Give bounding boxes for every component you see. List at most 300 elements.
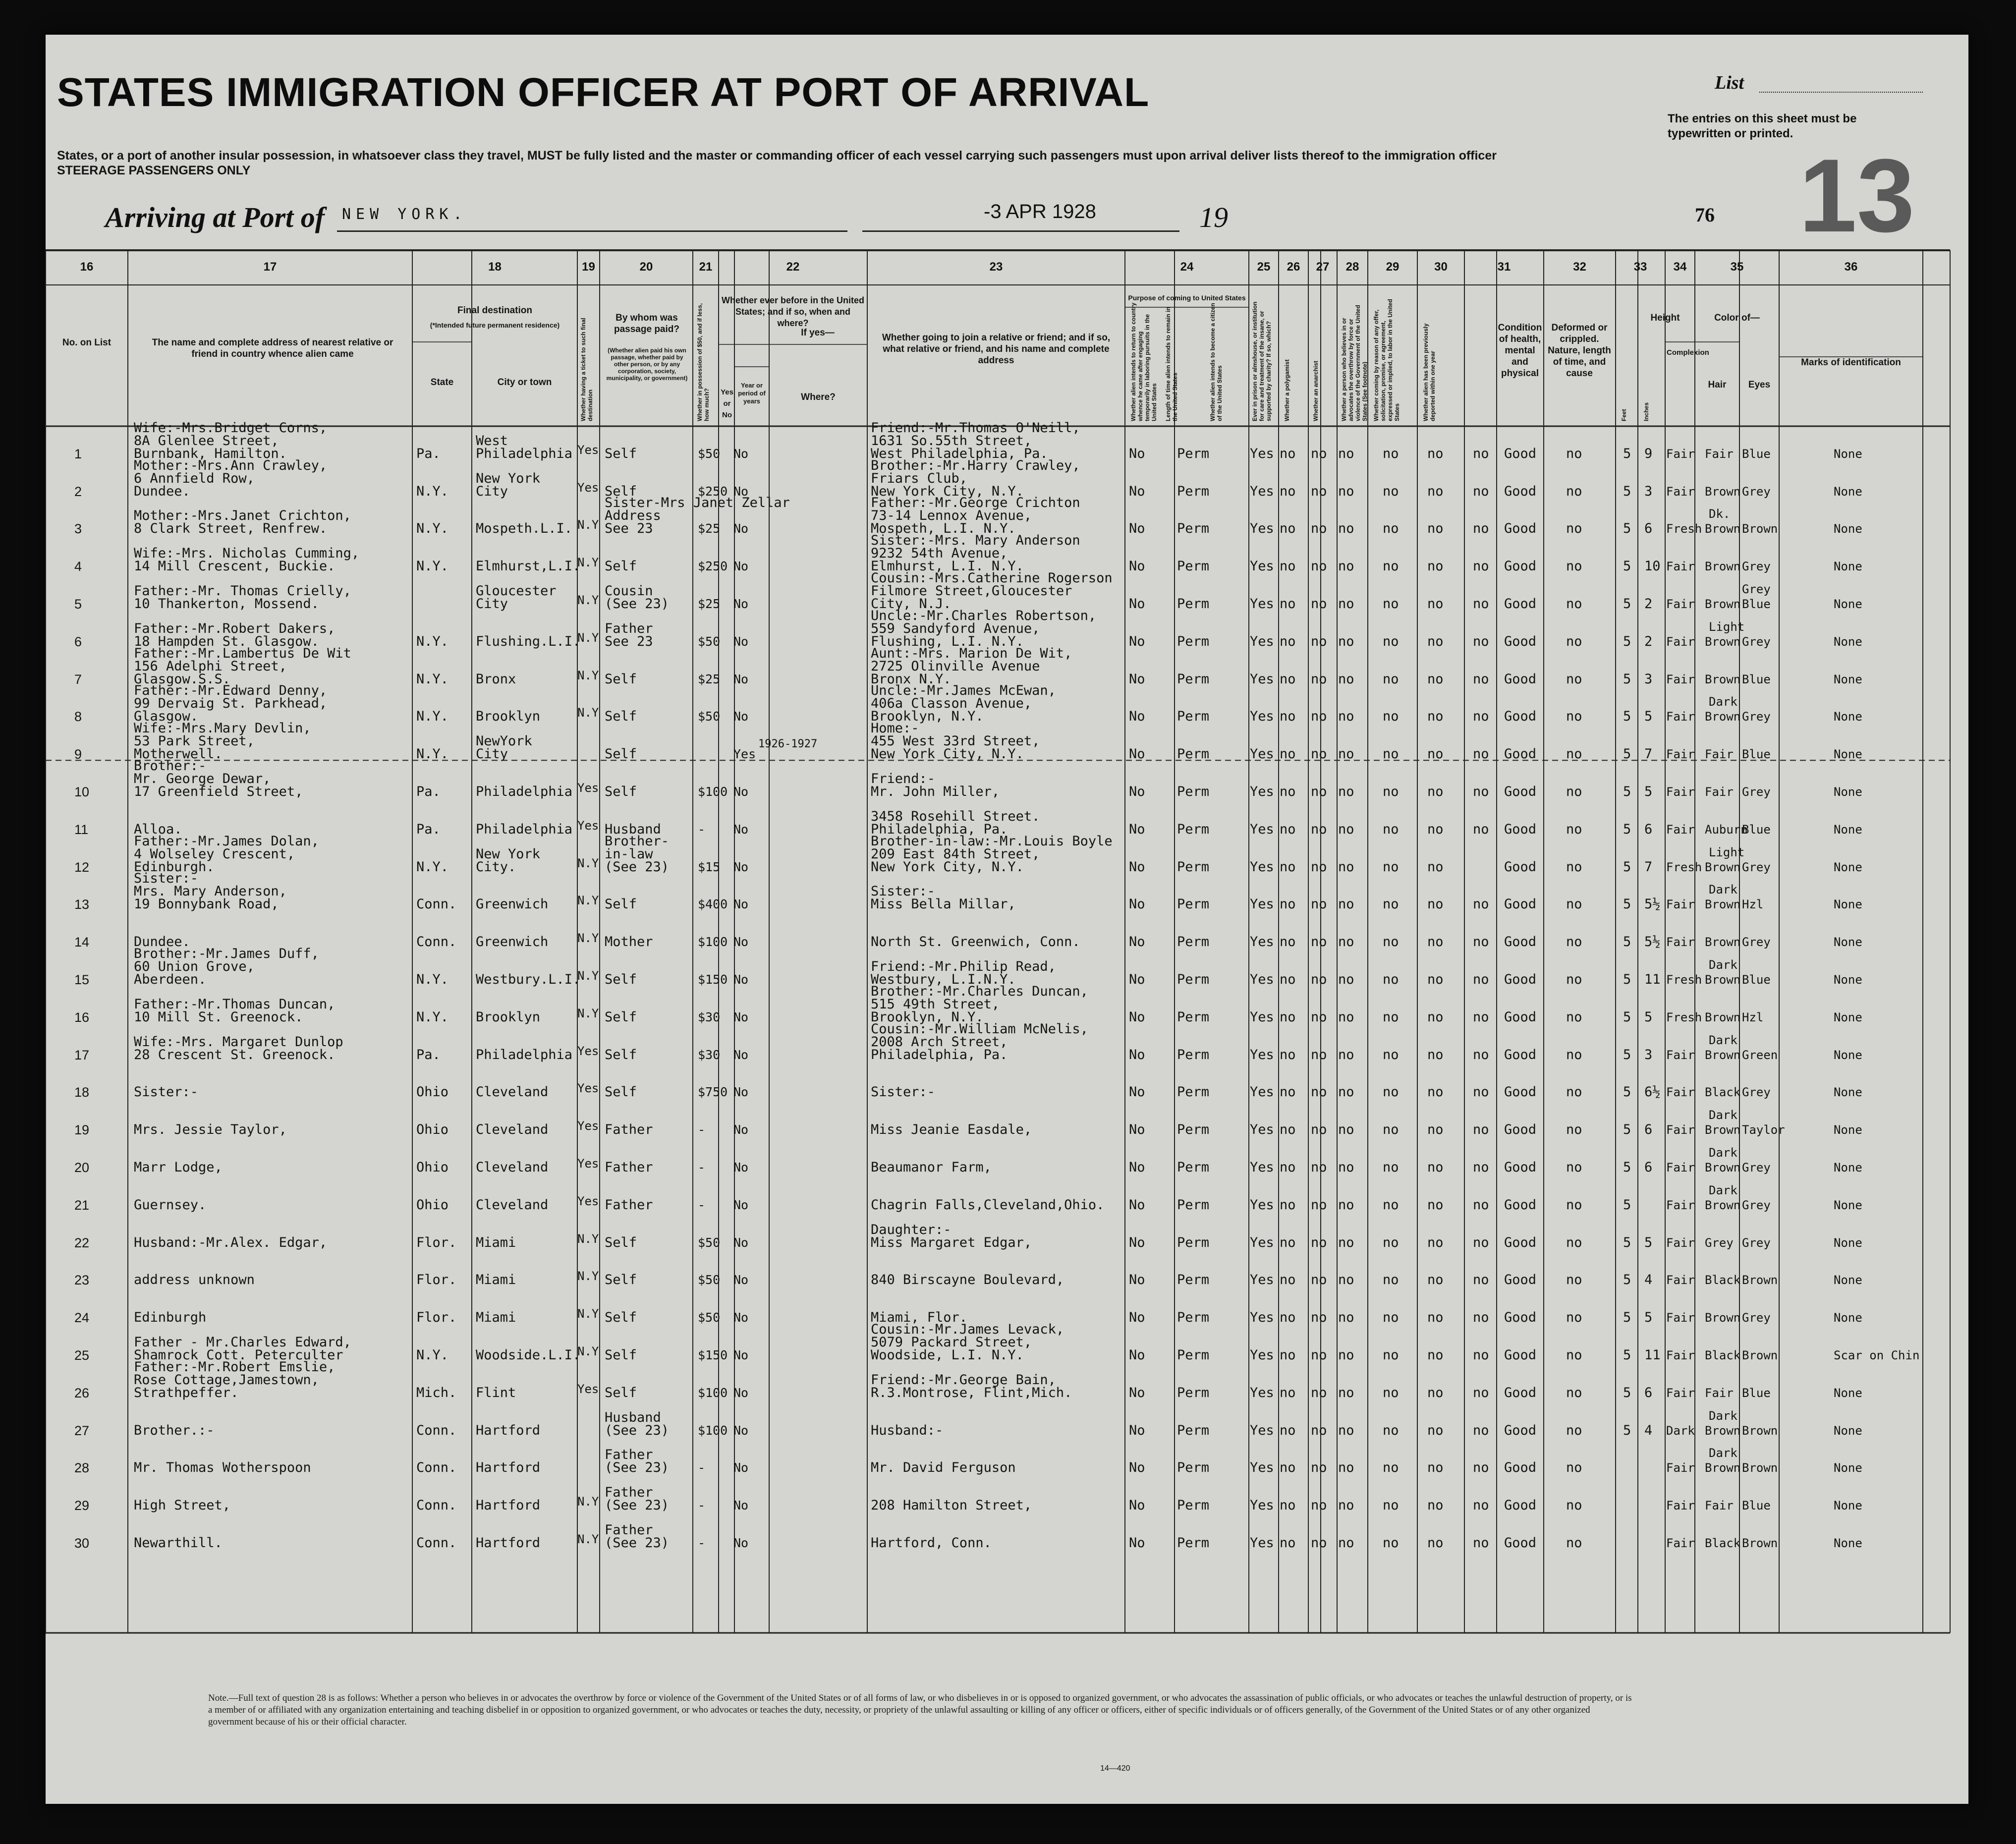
header-eyes: Eyes	[1748, 380, 1771, 390]
height-feet: 5	[1623, 1009, 1631, 1025]
passage-paid-by: See 23	[605, 521, 653, 537]
q27-value: no	[1338, 1122, 1354, 1138]
q29-value: no	[1427, 559, 1444, 574]
q27-value: no	[1338, 671, 1354, 687]
deformed-value: no	[1566, 1047, 1582, 1062]
identification-marks: None	[1834, 1311, 1862, 1325]
join-relative-line: Westbury, L.I.N.Y.	[871, 972, 1016, 987]
identification-marks: None	[1834, 860, 1862, 874]
dest-state: Conn.	[416, 1422, 457, 1438]
q29-value: no	[1427, 821, 1444, 837]
deformed-value: no	[1566, 1234, 1582, 1250]
identification-marks: None	[1834, 484, 1862, 499]
join-relative-line: 515 49th Street,	[871, 996, 1000, 1012]
hair-color: Brown	[1705, 1048, 1741, 1062]
passage-paid-by: Self	[605, 1047, 637, 1062]
q26-value: no	[1311, 633, 1327, 649]
row-number: 23	[74, 1273, 90, 1288]
q25-value: no	[1280, 972, 1296, 987]
hair-color: Brown	[1705, 484, 1741, 499]
before-us-value: No	[733, 521, 749, 536]
height-inches: 6½	[1644, 1084, 1661, 1100]
join-relative-line: Brooklyn, N.Y.	[871, 709, 984, 725]
complexion-value: Fresh	[1666, 1010, 1702, 1024]
passage-paid-by: Self	[605, 1084, 637, 1100]
q27-value: no	[1338, 483, 1354, 499]
dest-state: Flor.	[416, 1310, 457, 1326]
dest-city: Hartford	[476, 1460, 541, 1476]
column-number-19: 19	[582, 260, 595, 274]
q30-value: no	[1473, 446, 1489, 461]
hair-color: Black	[1705, 1273, 1741, 1287]
hair-color: Fair	[1705, 1386, 1734, 1400]
q30-value: no	[1473, 596, 1489, 612]
complexion-value: Fresh	[1666, 860, 1702, 874]
dest-city: New York	[476, 846, 541, 862]
complexion-value: Fair	[1666, 1235, 1695, 1250]
ticket-value: Yes	[577, 781, 599, 795]
relative-address-line: 8A Glenlee Street,	[134, 433, 279, 448]
join-relative-line: Philadelphia, Pa.	[871, 821, 1008, 837]
before-us-value: No	[733, 1348, 749, 1362]
complexion-value: Fair	[1666, 1123, 1695, 1137]
relative-address-line: Wife:-Mrs. Nicholas Cumming,	[134, 546, 360, 561]
purpose-return: No	[1129, 1310, 1145, 1326]
relative-address-line: 10 Thankerton, Mossend.	[134, 596, 319, 612]
money-value: -	[698, 1160, 706, 1174]
relative-address-line: 10 Mill St. Greenock.	[134, 1009, 303, 1025]
join-relative-line: Miami, Flor.	[871, 1310, 968, 1326]
join-relative-line: Cousin:-Mr.James Levack,	[871, 1322, 1064, 1337]
height-feet: 5	[1623, 596, 1631, 612]
identification-marks: None	[1834, 1273, 1862, 1287]
purpose-length: Perm	[1177, 1009, 1210, 1025]
ticket-value: Yes	[577, 1044, 599, 1058]
deformed-value: no	[1566, 521, 1582, 537]
dest-city: Miami	[476, 1310, 516, 1326]
column-number-26: 26	[1287, 260, 1300, 274]
relative-address-line: Mother:-Mrs.Ann Crawley,	[134, 457, 328, 473]
identification-marks: None	[1834, 1123, 1862, 1137]
row-number: 19	[74, 1122, 90, 1138]
steerage-label: STEERAGE PASSENGERS ONLY	[57, 164, 251, 177]
hair-color: Fair	[1705, 1499, 1734, 1513]
form-number: 14—420	[1100, 1764, 1130, 1773]
q25-value: no	[1280, 671, 1296, 687]
dest-city: NewYork	[476, 733, 532, 749]
header-where: Where?	[801, 392, 836, 402]
passage-paid-by: Father	[605, 1447, 653, 1463]
purpose-length: Perm	[1177, 1347, 1210, 1363]
q29-value: no	[1427, 1385, 1444, 1400]
header-condition: Condition of health, mental and physical	[1498, 323, 1542, 379]
dest-state: Conn.	[416, 896, 457, 912]
deformed-value: no	[1566, 1122, 1582, 1138]
deformed-value: no	[1566, 483, 1582, 499]
passage-paid-by: Self	[605, 483, 637, 499]
q26-value: no	[1311, 483, 1327, 499]
health-condition: Good	[1504, 1460, 1537, 1476]
purpose-citizen: Yes	[1250, 596, 1274, 612]
q26-value: no	[1311, 1197, 1327, 1213]
passage-paid-by: Self	[605, 746, 637, 762]
q28-value: no	[1383, 972, 1399, 987]
q27-value: no	[1338, 521, 1354, 537]
health-condition: Good	[1504, 1272, 1537, 1288]
join-relative-line: Brother:-Mr.Charles Duncan,	[871, 983, 1088, 999]
purpose-citizen: Yes	[1250, 784, 1274, 799]
purpose-citizen: Yes	[1250, 1460, 1274, 1476]
money-value: $15	[698, 859, 721, 874]
dest-state: Ohio	[416, 1122, 449, 1138]
dest-state: N.Y.	[416, 859, 449, 875]
q27-value: no	[1338, 1160, 1354, 1175]
q27-value: no	[1338, 1084, 1354, 1100]
identification-marks: None	[1834, 1010, 1862, 1024]
q28-value: no	[1383, 633, 1399, 649]
hair-color: Brown	[1705, 522, 1741, 536]
q29-value: no	[1427, 1234, 1444, 1250]
header-join-relative: Whether going to join a relative or friend; and if so, what relative or friend, and his name and complete address	[882, 333, 1111, 366]
purpose-length: Perm	[1177, 633, 1210, 649]
dest-state: Ohio	[416, 1084, 449, 1100]
eyes-color: Blue	[1742, 672, 1771, 686]
join-relative-line: Elmhurst, L.I. N.Y.	[871, 559, 1024, 574]
row-number: 2	[74, 484, 82, 499]
identification-marks: None	[1834, 785, 1862, 799]
deformed-value: no	[1566, 1160, 1582, 1175]
dest-city: Flushing.L.I.	[476, 633, 581, 649]
dest-state: N.Y.	[416, 671, 449, 687]
q25-value: no	[1280, 784, 1296, 799]
height-inches: 5	[1644, 709, 1653, 725]
money-value: $25	[698, 671, 721, 686]
relative-address-line: Alloa.	[134, 821, 182, 837]
eyes-color: Grey	[1742, 484, 1771, 499]
health-condition: Good	[1504, 559, 1537, 574]
q27-value: no	[1338, 1009, 1354, 1025]
height-feet: 5	[1623, 671, 1631, 687]
q29-value: no	[1427, 746, 1444, 762]
before-us-value: No	[733, 1536, 749, 1550]
passage-paid-by: Self	[605, 1385, 637, 1400]
complexion-value: Fair	[1666, 1311, 1695, 1325]
q30-value: no	[1473, 671, 1489, 687]
join-relative-line: Miss Jeanie Easdale,	[871, 1122, 1032, 1138]
identification-marks: None	[1834, 1161, 1862, 1174]
deformed-value: no	[1566, 784, 1582, 799]
identification-marks: Scar on Chin	[1834, 1348, 1920, 1362]
q26-value: no	[1311, 821, 1327, 837]
purpose-citizen: Yes	[1250, 972, 1274, 987]
relative-address-line: Father:-Mr.Lambertus De Wit	[134, 645, 351, 661]
q28-value: no	[1383, 1084, 1399, 1100]
purpose-return: No	[1129, 934, 1145, 950]
purpose-citizen: Yes	[1250, 671, 1274, 687]
dest-city: Westbury.L.I.	[476, 972, 581, 987]
q26-value: no	[1311, 1160, 1327, 1175]
q29-value: no	[1427, 1084, 1444, 1100]
money-value: $150	[698, 1348, 728, 1362]
hair-prefix: Dark	[1709, 883, 1737, 897]
relative-address-line: Marr Lodge,	[134, 1160, 223, 1175]
sheet-number: 13	[1799, 137, 1915, 254]
complexion-value: Fair	[1666, 747, 1695, 762]
join-relative-line: Brooklyn, N.Y.	[871, 1009, 984, 1025]
before-us-value: No	[733, 935, 749, 950]
complexion-value: Fair	[1666, 1348, 1695, 1362]
height-inches: 2	[1644, 596, 1653, 612]
dest-city: Bronx	[476, 671, 516, 687]
money-value: -	[698, 1498, 706, 1513]
height-inches: 3	[1644, 671, 1653, 687]
before-us-value: No	[733, 897, 749, 912]
join-relative-line: Friars Club,	[871, 470, 968, 486]
money-value: $30	[698, 1047, 721, 1062]
purpose-length: Perm	[1177, 1310, 1210, 1326]
dest-city: Elmhurst,L.I.	[476, 559, 581, 574]
arriving-label: Arriving at Port of	[105, 201, 325, 233]
q27-value: no	[1338, 746, 1354, 762]
height-inches: 9	[1644, 446, 1653, 461]
complexion-value: Fair	[1666, 1499, 1695, 1513]
q26-value: no	[1311, 1347, 1327, 1363]
health-condition: Good	[1504, 709, 1537, 725]
hair-prefix: Dark	[1709, 958, 1737, 972]
footnote: Note.—Full text of question 28 is as follows: Whether a person who believes in or advocates the overthrow by force or violence of the Government of the United States or of all forms of law, or who disbelieves in or is opposed to organized government, or who advocates the assassination of public officials, or who advocates or teaches the unlawful destruction of property, or is a member of or affiliated with any organization entertaining and teaching disbelief in or opposition to organized government, or who advocates or teaches the duty, necessity, or propriety of the unlawful assaulting or killing of any officer or officers, either of specific individuals or of officers generally, of the Government of the United States or of any other organized government because of his or their official character.	[208, 1693, 1632, 1727]
health-condition: Good	[1504, 934, 1537, 950]
before-us-value: No	[733, 784, 749, 799]
hair-prefix: Dark	[1709, 1183, 1737, 1197]
hair-prefix: Dark	[1709, 1033, 1737, 1047]
q25-value: no	[1280, 483, 1296, 499]
join-relative-line: Flushing, L.I. N.Y.	[871, 633, 1024, 649]
passage-paid-by: (See 23)	[605, 1422, 670, 1438]
deformed-value: no	[1566, 671, 1582, 687]
ticket-value: Yes	[577, 443, 599, 457]
purpose-citizen: Yes	[1250, 1009, 1274, 1025]
identification-marks: None	[1834, 747, 1862, 762]
dest-state: Pa.	[416, 821, 441, 837]
q28-value: no	[1383, 859, 1399, 875]
before-us-value: No	[733, 1423, 749, 1438]
q26-value: no	[1311, 596, 1327, 612]
relative-address-line: Father:-Mr. Thomas Crielly,	[134, 583, 351, 599]
passage-paid-by: Self	[605, 559, 637, 574]
q26-value: no	[1311, 896, 1327, 912]
hair-color: Brown	[1705, 559, 1741, 574]
join-relative-line: 455 West 33rd Street,	[871, 733, 1040, 749]
purpose-return: No	[1129, 1347, 1145, 1363]
height-feet: 5	[1623, 446, 1631, 461]
q28-value: no	[1383, 709, 1399, 725]
column-number-21: 21	[699, 260, 713, 274]
height-feet: 5	[1623, 1197, 1631, 1213]
eyes-color: Blue	[1742, 822, 1771, 837]
q26-value: no	[1311, 1122, 1327, 1138]
q25-value: no	[1280, 934, 1296, 950]
column-number-27: 27	[1316, 260, 1330, 274]
dest-state: N.Y.	[416, 1347, 449, 1363]
complexion-value: Fair	[1666, 897, 1695, 912]
money-value: $50	[698, 634, 721, 649]
health-condition: Good	[1504, 446, 1537, 461]
q29-value: no	[1427, 896, 1444, 912]
q26-value: no	[1311, 746, 1327, 762]
deformed-value: no	[1566, 596, 1582, 612]
complexion-value: Fair	[1666, 1536, 1695, 1550]
row-number: 11	[74, 822, 89, 837]
hair-prefix: Dk.	[1709, 507, 1731, 521]
complexion-value: Fair	[1666, 1048, 1695, 1062]
dest-state: Ohio	[416, 1197, 449, 1213]
column-number-32: 32	[1573, 260, 1586, 274]
q28-value: no	[1383, 446, 1399, 461]
q28-value: no	[1383, 1122, 1399, 1138]
header-inches: Inches	[1643, 402, 1650, 421]
height-feet: 5	[1623, 1347, 1631, 1363]
q28-value: no	[1383, 746, 1399, 762]
dest-city: Philadelphia	[476, 446, 573, 461]
q27-value: no	[1338, 1234, 1354, 1250]
dest-city: Brooklyn	[476, 1009, 541, 1025]
join-relative-line: West Philadelphia, Pa.	[871, 446, 1048, 461]
height-feet: 5	[1623, 859, 1631, 875]
dest-state: Pa.	[416, 446, 441, 461]
relative-address-line: Glasgow.	[134, 709, 199, 725]
identification-marks: None	[1834, 597, 1862, 611]
join-relative-line: City, N.J.	[871, 596, 952, 612]
eyes-color: Grey	[1742, 1161, 1771, 1174]
header-feet: Feet	[1621, 409, 1627, 421]
height-feet: 5	[1623, 746, 1631, 762]
passage-paid-by: Cousin	[605, 583, 653, 599]
join-relative-line: North St. Greenwich, Conn.	[871, 934, 1080, 950]
complexion-value: Fair	[1666, 935, 1695, 950]
join-relative-line: Friend:-Mr.Thomas O'Neill,	[871, 420, 1080, 436]
q25-value: no	[1280, 1347, 1296, 1363]
dest-city: City	[476, 746, 508, 762]
eyes-color: Blue	[1742, 973, 1771, 987]
money-value: $100	[698, 1423, 728, 1438]
q25-value: no	[1280, 1234, 1296, 1250]
before-us-value: No	[733, 1047, 749, 1062]
dest-state: N.Y.	[416, 483, 449, 499]
header-prison: Ever in prison or almshouse, or institution for care and treatment of the insane, or supported by charity? If so, which?	[1251, 301, 1272, 421]
deformed-value: no	[1566, 859, 1582, 875]
ticket-value: N.Y	[577, 856, 599, 870]
eyes-color: Grey	[1742, 634, 1771, 649]
q27-value: no	[1338, 633, 1354, 649]
join-relative-line: New York City, N.Y.	[871, 859, 1024, 875]
join-relative-line: Sister:-Mrs. Mary Anderson	[871, 533, 1080, 549]
deformed-value: no	[1566, 446, 1582, 461]
complexion-value: Fair	[1666, 1461, 1695, 1475]
relative-address-line: Brother:-	[134, 758, 207, 774]
money-value: $50	[698, 446, 721, 461]
purpose-citizen: Yes	[1250, 1347, 1274, 1363]
before-us-value: No	[733, 559, 749, 574]
q28-value: no	[1383, 1272, 1399, 1288]
hair-color: Brown	[1705, 1198, 1741, 1212]
q25-value: no	[1280, 709, 1296, 725]
q26-value: no	[1311, 671, 1327, 687]
money-value: $30	[698, 1009, 721, 1024]
dest-city: Hartford	[476, 1422, 541, 1438]
eyes-color: Blue	[1742, 597, 1771, 611]
eyes-color: Taylor	[1742, 1123, 1785, 1137]
purpose-citizen: Yes	[1250, 521, 1274, 537]
q30-value: no	[1473, 821, 1489, 837]
column-number-17: 17	[263, 260, 277, 274]
q30-value: no	[1473, 1310, 1489, 1326]
purpose-return: No	[1129, 1084, 1145, 1100]
passage-paid-by: Self	[605, 896, 637, 912]
relative-address-line: Sister:-	[134, 871, 199, 887]
complexion-value: Fair	[1666, 1273, 1695, 1287]
passage-paid-by: Self	[605, 972, 637, 987]
deformed-value: no	[1566, 821, 1582, 837]
header-polygamist: Whether a polygamist	[1284, 359, 1290, 421]
join-relative-line: Brother-in-law:-Mr.Louis Boyle	[871, 833, 1113, 849]
health-condition: Good	[1504, 1385, 1537, 1400]
q26-value: no	[1311, 1009, 1327, 1025]
relative-address-line: Newarthill.	[134, 1535, 223, 1551]
deformed-value: no	[1566, 1460, 1582, 1476]
height-inches: 6	[1644, 1160, 1653, 1175]
dest-city: West	[476, 433, 508, 448]
hair-prefix: Light	[1709, 845, 1745, 859]
purpose-return: No	[1129, 671, 1145, 687]
deformed-value: no	[1566, 1498, 1582, 1513]
relative-address-line: Brother:-Mr.James Duff,	[134, 946, 319, 961]
purpose-length: Perm	[1177, 746, 1210, 762]
eyes-prefix: Grey	[1742, 582, 1771, 596]
before-us-value: No	[733, 446, 749, 461]
purpose-citizen: Yes	[1250, 559, 1274, 574]
purpose-length: Perm	[1177, 896, 1210, 912]
q30-value: no	[1473, 1422, 1489, 1438]
purpose-return: No	[1129, 972, 1145, 987]
q30-value: no	[1473, 483, 1489, 499]
purpose-return: No	[1129, 1197, 1145, 1213]
join-relative-line: Hartford, Conn.	[871, 1535, 992, 1551]
ticket-value: Yes	[577, 1382, 599, 1396]
dest-city: Woodside.L.I.	[476, 1347, 581, 1363]
row-number: 1	[74, 446, 82, 461]
row-number: 22	[74, 1235, 90, 1250]
health-condition: Good	[1504, 859, 1537, 875]
passage-paid-by: Father	[605, 1160, 653, 1175]
relative-address-line: Dundee.	[134, 934, 190, 950]
before-us-value: No	[733, 1197, 749, 1212]
q28-value: no	[1383, 671, 1399, 687]
height-feet: 5	[1623, 972, 1631, 987]
port-name: NEW YORK.	[342, 206, 467, 223]
header-purpose-b: Length of time alien intends to remain in the United States	[1165, 307, 1178, 421]
purpose-length: Perm	[1177, 972, 1210, 987]
purpose-return: No	[1129, 596, 1145, 612]
column-number-22: 22	[786, 260, 800, 274]
dest-city: Miami	[476, 1272, 516, 1288]
column-number-24: 24	[1180, 260, 1194, 274]
purpose-return: No	[1129, 746, 1145, 762]
column-number-29: 29	[1386, 260, 1400, 274]
purpose-return: No	[1129, 1234, 1145, 1250]
q26-value: no	[1311, 1234, 1327, 1250]
hair-prefix: Dark	[1709, 1108, 1737, 1122]
join-relative-line: Uncle:-Mr.James McEwan,	[871, 683, 1056, 699]
